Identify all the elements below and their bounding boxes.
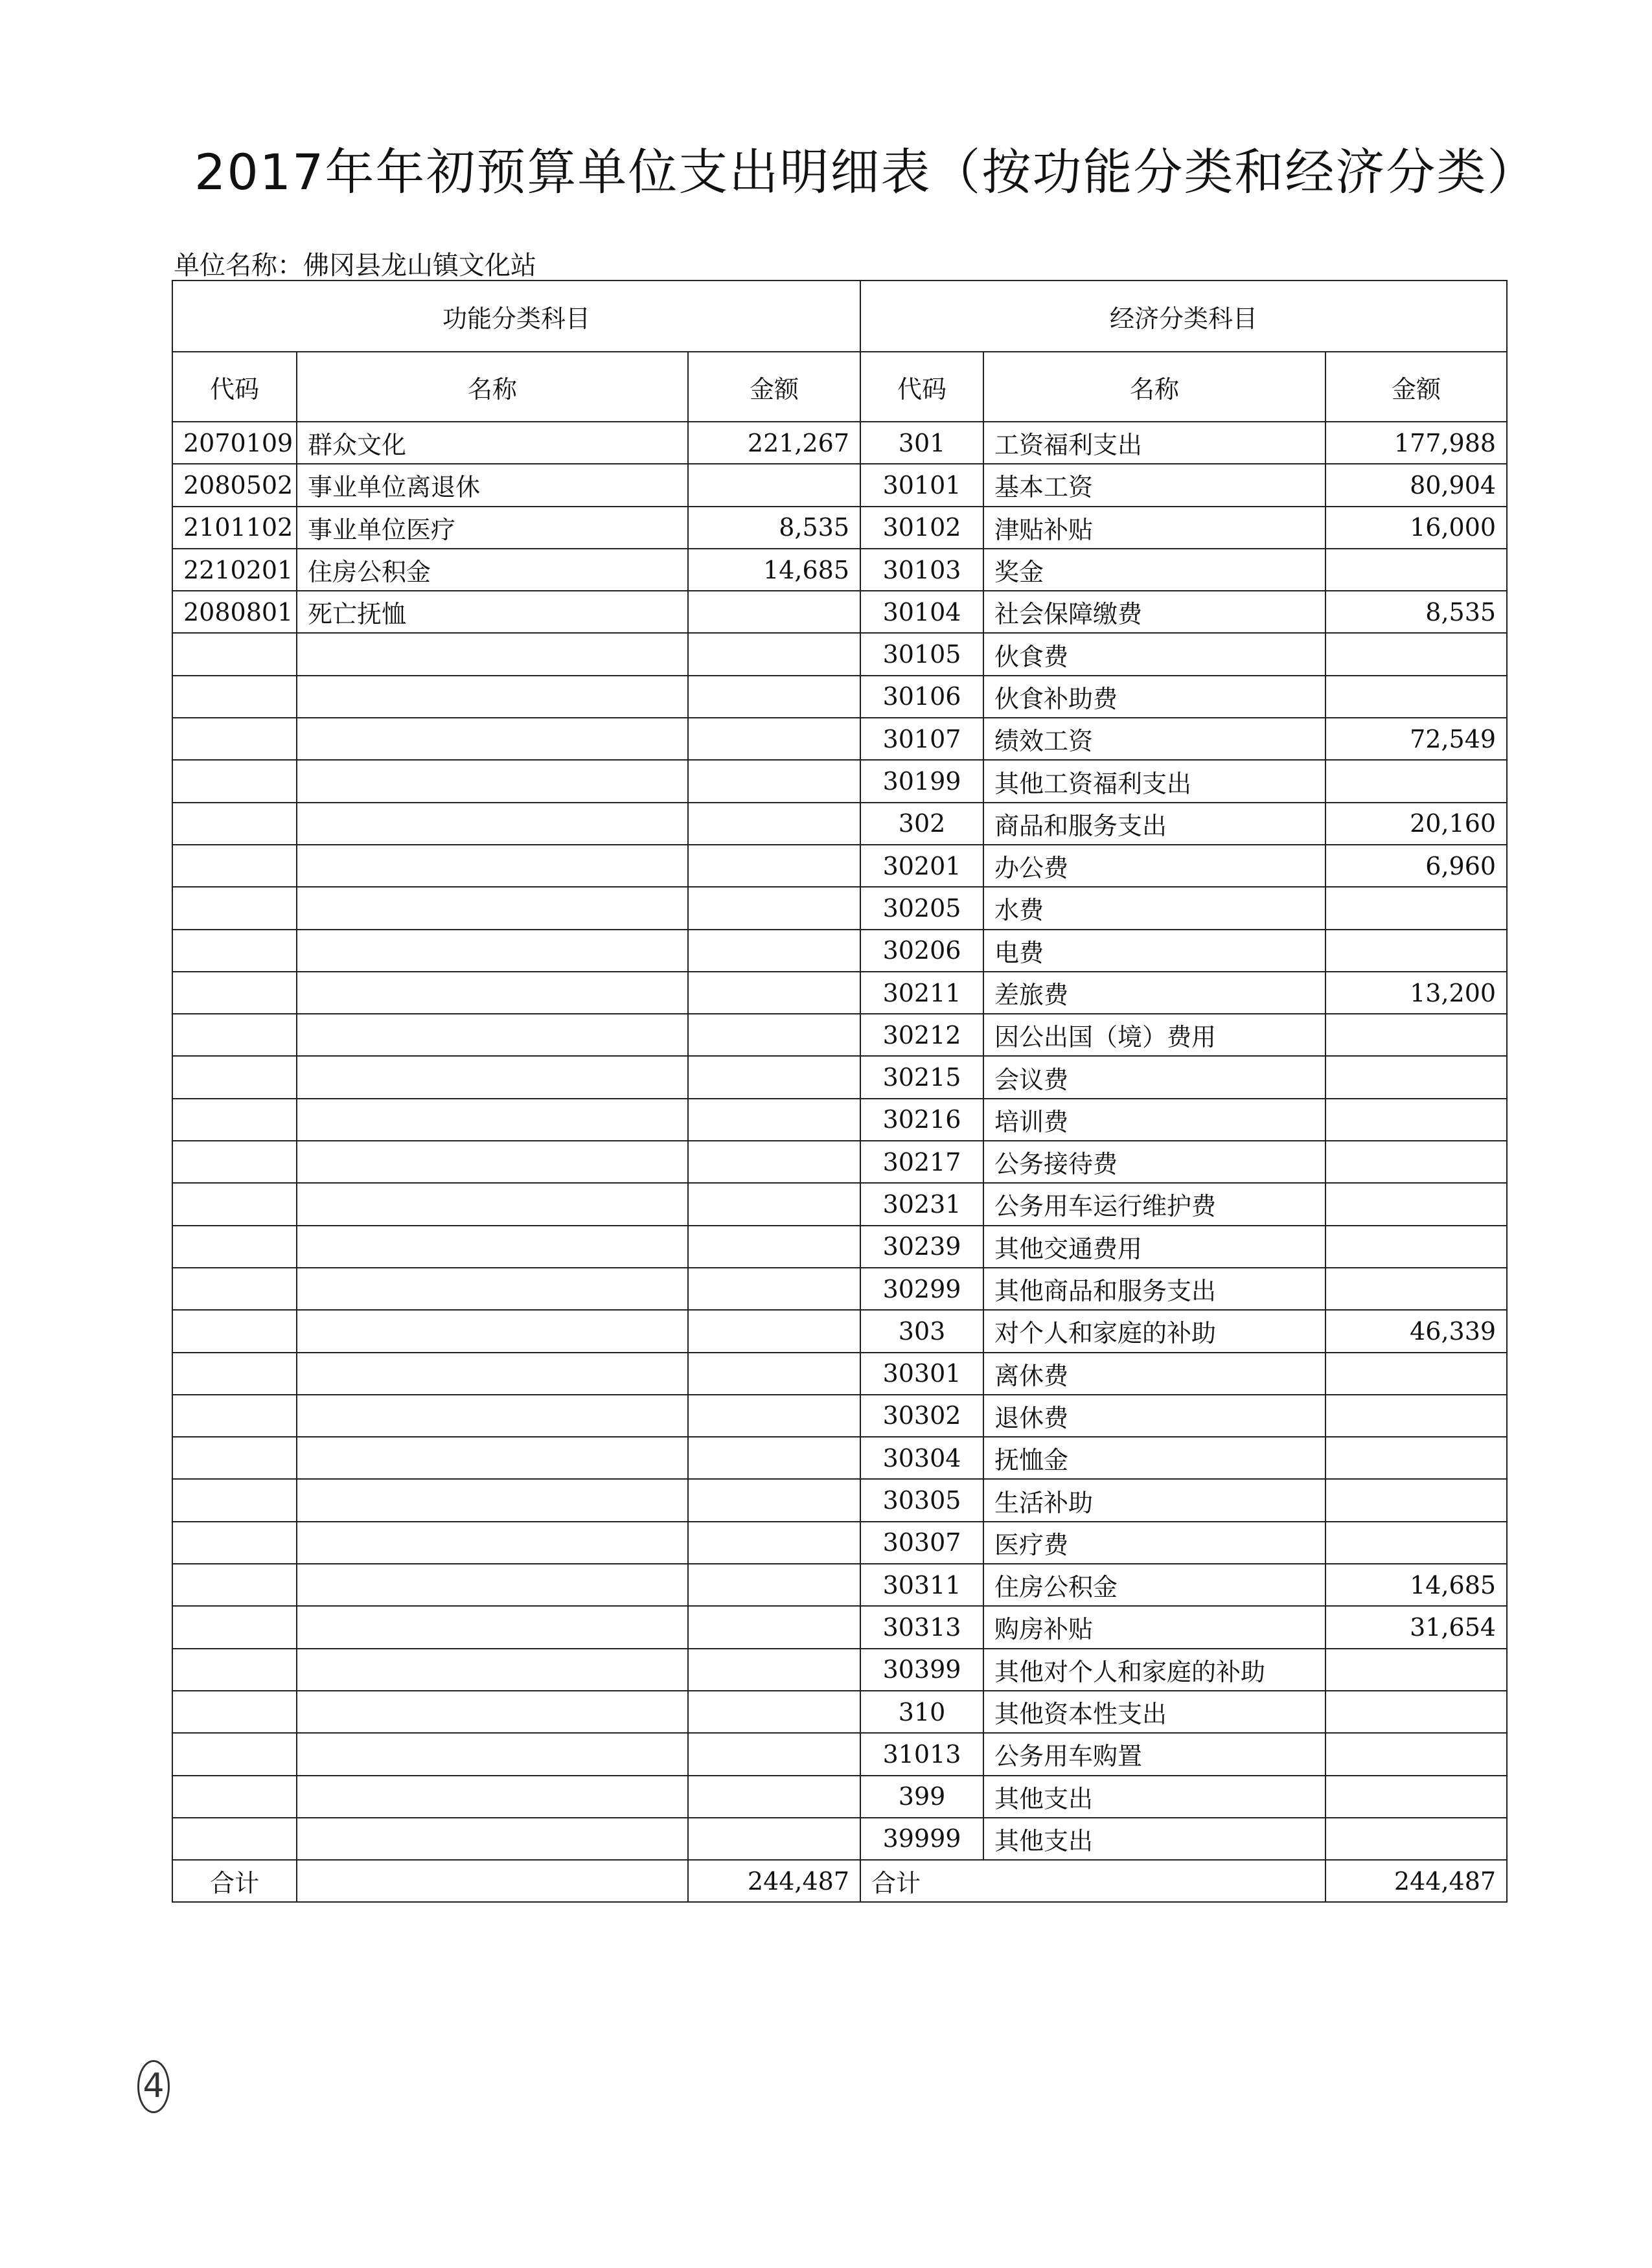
economic-amount-cell: 14,685 (1325, 1564, 1507, 1606)
economic-amount-cell: 8,535 (1325, 591, 1507, 633)
economic-code-cell: 30216 (860, 1099, 983, 1141)
economic-amount-cell (1325, 887, 1507, 929)
economic-amount-cell (1325, 1226, 1507, 1268)
economic-code-cell: 302 (860, 803, 983, 845)
functional-amount-cell: 14,685 (688, 549, 860, 591)
table-row (172, 887, 1507, 929)
table-row (172, 1310, 1507, 1352)
table-row (172, 1691, 1507, 1733)
functional-name-cell (297, 1818, 688, 1860)
economic-header: 经济分类科目 (860, 281, 1507, 352)
budget-table (172, 280, 1508, 1903)
functional-code-cell (172, 1310, 297, 1352)
functional-name-cell (297, 1564, 688, 1606)
functional-name-cell (297, 1226, 688, 1268)
functional-code-cell (172, 1056, 297, 1098)
functional-amount-cell (688, 803, 860, 845)
economic-amount-cell (1325, 1733, 1507, 1775)
economic-code-cell: 30103 (860, 549, 983, 591)
economic-amount-cell (1325, 1268, 1507, 1310)
economic-code-cell: 30305 (860, 1479, 983, 1521)
economic-code-cell: 30201 (860, 845, 983, 887)
functional-name-cell: 群众文化 (297, 422, 688, 464)
economic-code-cell: 30301 (860, 1353, 983, 1395)
functional-name-cell: 事业单位医疗 (297, 507, 688, 549)
economic-code-cell: 30239 (860, 1226, 983, 1268)
functional-name-cell: 事业单位离退休 (297, 464, 688, 506)
functional-amount-cell (688, 1141, 860, 1183)
economic-name-cell: 对个人和家庭的补助 (983, 1310, 1325, 1352)
economic-amount-cell: 177,988 (1325, 422, 1507, 464)
economic-name-cell: 公务接待费 (983, 1141, 1325, 1183)
table-row (172, 1183, 1507, 1225)
economic-amount-cell (1325, 1014, 1507, 1056)
functional-code-cell (172, 1099, 297, 1141)
functional-name-cell (297, 845, 688, 887)
economic-name-cell: 其他交通费用 (983, 1226, 1325, 1268)
functional-name-cell (297, 1141, 688, 1183)
col-header-name: 名称 (297, 352, 688, 422)
functional-amount-cell (688, 1183, 860, 1225)
economic-name-cell: 奖金 (983, 549, 1325, 591)
economic-amount-cell (1325, 930, 1507, 972)
economic-name-cell: 其他支出 (983, 1818, 1325, 1860)
economic-amount-cell: 20,160 (1325, 803, 1507, 845)
functional-amount-cell (688, 1564, 860, 1606)
economic-amount-cell: 72,549 (1325, 718, 1507, 760)
functional-code-cell (172, 1479, 297, 1521)
functional-amount-cell (688, 1353, 860, 1395)
functional-name-cell (297, 1014, 688, 1056)
economic-amount-cell: 13,200 (1325, 972, 1507, 1014)
economic-code-cell: 30106 (860, 676, 983, 718)
functional-name-cell (297, 760, 688, 802)
economic-code-cell: 30299 (860, 1268, 983, 1310)
economic-name-cell: 抚恤金 (983, 1437, 1325, 1479)
economic-code-cell: 399 (860, 1776, 983, 1818)
functional-amount-cell (688, 930, 860, 972)
functional-code-cell: 2101102 (172, 507, 297, 549)
functional-amount-cell (688, 633, 860, 675)
economic-name-cell: 差旅费 (983, 972, 1325, 1014)
economic-name-cell: 其他支出 (983, 1776, 1325, 1818)
functional-name-cell (297, 1649, 688, 1691)
table-row (172, 803, 1507, 845)
economic-code-cell: 30311 (860, 1564, 983, 1606)
functional-code-cell: 2080502 (172, 464, 297, 506)
functional-code-cell (172, 1564, 297, 1606)
functional-name-cell (297, 803, 688, 845)
economic-name-cell: 公务用车购置 (983, 1733, 1325, 1775)
functional-name-cell (297, 1353, 688, 1395)
functional-name-cell (297, 633, 688, 675)
functional-amount-cell (688, 1691, 860, 1733)
economic-amount-cell: 31,654 (1325, 1606, 1507, 1648)
functional-amount-cell (688, 718, 860, 760)
economic-code-cell: 310 (860, 1691, 983, 1733)
table-row (172, 1649, 1507, 1691)
economic-name-cell: 住房公积金 (983, 1564, 1325, 1606)
table-row (172, 464, 1507, 506)
functional-code-cell (172, 1733, 297, 1775)
economic-code-cell: 30302 (860, 1395, 983, 1437)
functional-amount-cell: 8,535 (688, 507, 860, 549)
table-row (172, 930, 1507, 972)
functional-name-cell (297, 1310, 688, 1352)
functional-name-cell (297, 1183, 688, 1225)
col-header-amount: 金额 (1325, 352, 1507, 422)
economic-name-cell: 其他资本性支出 (983, 1691, 1325, 1733)
functional-code-cell (172, 1522, 297, 1564)
functional-amount-cell (688, 1522, 860, 1564)
economic-amount-cell (1325, 1353, 1507, 1395)
economic-amount-cell (1325, 1056, 1507, 1098)
functional-name-cell: 死亡抚恤 (297, 591, 688, 633)
economic-name-cell: 退休费 (983, 1395, 1325, 1437)
functional-code-cell (172, 1014, 297, 1056)
table-row (172, 1056, 1507, 1098)
economic-name-cell: 其他工资福利支出 (983, 760, 1325, 802)
economic-amount-cell: 6,960 (1325, 845, 1507, 887)
economic-code-cell: 30217 (860, 1141, 983, 1183)
economic-code-cell: 30231 (860, 1183, 983, 1225)
functional-amount-cell (688, 1056, 860, 1098)
economic-amount-cell (1325, 1437, 1507, 1479)
functional-name-cell (297, 1733, 688, 1775)
table-row (172, 591, 1507, 633)
economic-code-cell: 30101 (860, 464, 983, 506)
economic-amount-cell (1325, 1099, 1507, 1141)
functional-amount-cell (688, 1606, 860, 1648)
economic-code-cell: 39999 (860, 1818, 983, 1860)
economic-code-cell: 30307 (860, 1522, 983, 1564)
functional-amount-cell (688, 1268, 860, 1310)
functional-name-cell (297, 972, 688, 1014)
table-row (172, 845, 1507, 887)
table-row (172, 1437, 1507, 1479)
table-row (172, 1776, 1507, 1818)
economic-amount-cell (1325, 1776, 1507, 1818)
functional-amount-cell (688, 1818, 860, 1860)
functional-amount-cell (688, 760, 860, 802)
economic-name-cell: 因公出国（境）费用 (983, 1014, 1325, 1056)
table-row (172, 633, 1507, 675)
functional-code-cell: 2070109 (172, 422, 297, 464)
table-row (172, 1099, 1507, 1141)
functional-amount-cell (688, 845, 860, 887)
unit-name-line: 单位名称：佛冈县龙山镇文化站 (174, 251, 536, 281)
economic-code-cell: 30105 (860, 633, 983, 675)
functional-header: 功能分类科目 (172, 281, 860, 352)
economic-code-cell: 31013 (860, 1733, 983, 1775)
economic-name-cell: 离休费 (983, 1353, 1325, 1395)
economic-name-cell: 伙食补助费 (983, 676, 1325, 718)
economic-amount-cell (1325, 1395, 1507, 1437)
functional-code-cell (172, 1226, 297, 1268)
table-row (172, 760, 1507, 802)
functional-code-cell (172, 1776, 297, 1818)
economic-code-cell: 30107 (860, 718, 983, 760)
table-row (172, 972, 1507, 1014)
functional-amount-cell (688, 972, 860, 1014)
economic-name-cell: 电费 (983, 930, 1325, 972)
table-row (172, 1353, 1507, 1395)
economic-amount-cell (1325, 1691, 1507, 1733)
functional-code-cell (172, 1141, 297, 1183)
economic-amount-cell (1325, 549, 1507, 591)
table-row (172, 1818, 1507, 1860)
economic-amount-cell: 16,000 (1325, 507, 1507, 549)
table-row (172, 507, 1507, 549)
economic-name-cell: 基本工资 (983, 464, 1325, 506)
functional-name-cell (297, 1479, 688, 1521)
total-amount: 244,487 (1325, 1860, 1507, 1902)
functional-name-cell (297, 1099, 688, 1141)
economic-amount-cell (1325, 1818, 1507, 1860)
functional-name-cell (297, 1691, 688, 1733)
economic-amount-cell (1325, 1522, 1507, 1564)
functional-code-cell (172, 1649, 297, 1691)
table-row (172, 676, 1507, 718)
table-row (172, 718, 1507, 760)
economic-name-cell: 医疗费 (983, 1522, 1325, 1564)
functional-code-cell (172, 1268, 297, 1310)
total-row (172, 1860, 1507, 1902)
economic-code-cell: 30399 (860, 1649, 983, 1691)
table-row (172, 1014, 1507, 1056)
economic-code-cell: 30313 (860, 1606, 983, 1648)
economic-code-cell: 30212 (860, 1014, 983, 1056)
economic-name-cell: 工资福利支出 (983, 422, 1325, 464)
functional-code-cell (172, 1691, 297, 1733)
functional-code-cell (172, 887, 297, 929)
functional-code-cell (172, 633, 297, 675)
col-header-name: 名称 (983, 352, 1325, 422)
functional-name-cell (297, 1606, 688, 1648)
col-header-code: 代码 (172, 352, 297, 422)
functional-amount-cell (688, 1649, 860, 1691)
economic-code-cell: 30102 (860, 507, 983, 549)
table-row (172, 1479, 1507, 1521)
economic-code-cell: 30206 (860, 930, 983, 972)
header-row-group (172, 281, 1507, 352)
col-header-code: 代码 (860, 352, 983, 422)
table-row (172, 1268, 1507, 1310)
functional-name-cell (297, 718, 688, 760)
functional-amount-cell (688, 676, 860, 718)
col-header-amount: 金额 (688, 352, 860, 422)
functional-amount-cell (688, 1099, 860, 1141)
functional-amount-cell: 221,267 (688, 422, 860, 464)
functional-amount-cell (688, 1437, 860, 1479)
functional-name-cell (297, 1522, 688, 1564)
functional-name-cell (297, 1056, 688, 1098)
economic-name-cell: 水费 (983, 887, 1325, 929)
economic-code-cell: 30205 (860, 887, 983, 929)
functional-name-cell (297, 930, 688, 972)
functional-amount-cell (688, 1479, 860, 1521)
functional-amount-cell (688, 1014, 860, 1056)
functional-code-cell (172, 676, 297, 718)
economic-code-cell: 301 (860, 422, 983, 464)
economic-amount-cell: 46,339 (1325, 1310, 1507, 1352)
table-row (172, 1522, 1507, 1564)
functional-amount-cell (688, 1733, 860, 1775)
economic-name-cell: 会议费 (983, 1056, 1325, 1098)
total-label: 合计 (172, 1860, 297, 1902)
page-number: 4 (137, 2060, 170, 2113)
functional-code-cell (172, 803, 297, 845)
economic-code-cell: 30199 (860, 760, 983, 802)
economic-amount-cell (1325, 760, 1507, 802)
economic-amount-cell (1325, 633, 1507, 675)
functional-code-cell: 2210201 (172, 549, 297, 591)
functional-code-cell (172, 845, 297, 887)
economic-name-cell: 伙食费 (983, 633, 1325, 675)
economic-name-cell: 其他商品和服务支出 (983, 1268, 1325, 1310)
functional-amount-cell (688, 1395, 860, 1437)
economic-amount-cell (1325, 1649, 1507, 1691)
functional-name-cell (297, 1437, 688, 1479)
functional-amount-cell (688, 1310, 860, 1352)
functional-amount-cell (688, 464, 860, 506)
page-title: 2017年年初预算单位支出明细表（按功能分类和经济分类） (194, 143, 1538, 201)
economic-name-cell: 津贴补贴 (983, 507, 1325, 549)
functional-amount-cell (688, 887, 860, 929)
functional-code-cell (172, 760, 297, 802)
functional-code-cell (172, 1395, 297, 1437)
economic-amount-cell (1325, 1479, 1507, 1521)
total-amount: 244,487 (688, 1860, 860, 1902)
table-row (172, 1733, 1507, 1775)
economic-name-cell: 商品和服务支出 (983, 803, 1325, 845)
economic-amount-cell (1325, 676, 1507, 718)
economic-name-cell: 培训费 (983, 1099, 1325, 1141)
table-row (172, 549, 1507, 591)
functional-code-cell (172, 1183, 297, 1225)
functional-code-cell (172, 1818, 297, 1860)
economic-code-cell: 303 (860, 1310, 983, 1352)
economic-name-cell: 公务用车运行维护费 (983, 1183, 1325, 1225)
functional-code-cell (172, 718, 297, 760)
functional-code-cell (172, 972, 297, 1014)
economic-name-cell: 办公费 (983, 845, 1325, 887)
functional-code-cell (172, 930, 297, 972)
economic-name-cell: 购房补贴 (983, 1606, 1325, 1648)
header-row-columns (172, 352, 1507, 422)
functional-code-cell (172, 1437, 297, 1479)
functional-name-cell (297, 887, 688, 929)
functional-name-cell (297, 1395, 688, 1437)
economic-name-cell: 社会保障缴费 (983, 591, 1325, 633)
functional-name-cell: 住房公积金 (297, 549, 688, 591)
table-row (172, 1564, 1507, 1606)
table-row (172, 1141, 1507, 1183)
functional-code-cell (172, 1606, 297, 1648)
economic-amount-cell (1325, 1141, 1507, 1183)
functional-amount-cell (688, 591, 860, 633)
economic-code-cell: 30211 (860, 972, 983, 1014)
total-empty (297, 1860, 688, 1902)
functional-name-cell (297, 676, 688, 718)
table-row (172, 1226, 1507, 1268)
economic-code-cell: 30215 (860, 1056, 983, 1098)
economic-amount-cell (1325, 1183, 1507, 1225)
functional-amount-cell (688, 1226, 860, 1268)
economic-name-cell: 绩效工资 (983, 718, 1325, 760)
functional-name-cell (297, 1776, 688, 1818)
economic-amount-cell: 80,904 (1325, 464, 1507, 506)
functional-code-cell: 2080801 (172, 591, 297, 633)
table-row (172, 1606, 1507, 1648)
total-label: 合计 (860, 1860, 1325, 1902)
functional-code-cell (172, 1353, 297, 1395)
functional-amount-cell (688, 1776, 860, 1818)
economic-name-cell: 生活补助 (983, 1479, 1325, 1521)
economic-code-cell: 30104 (860, 591, 983, 633)
table-row (172, 422, 1507, 464)
functional-name-cell (297, 1268, 688, 1310)
economic-code-cell: 30304 (860, 1437, 983, 1479)
table-row (172, 1395, 1507, 1437)
economic-name-cell: 其他对个人和家庭的补助 (983, 1649, 1325, 1691)
